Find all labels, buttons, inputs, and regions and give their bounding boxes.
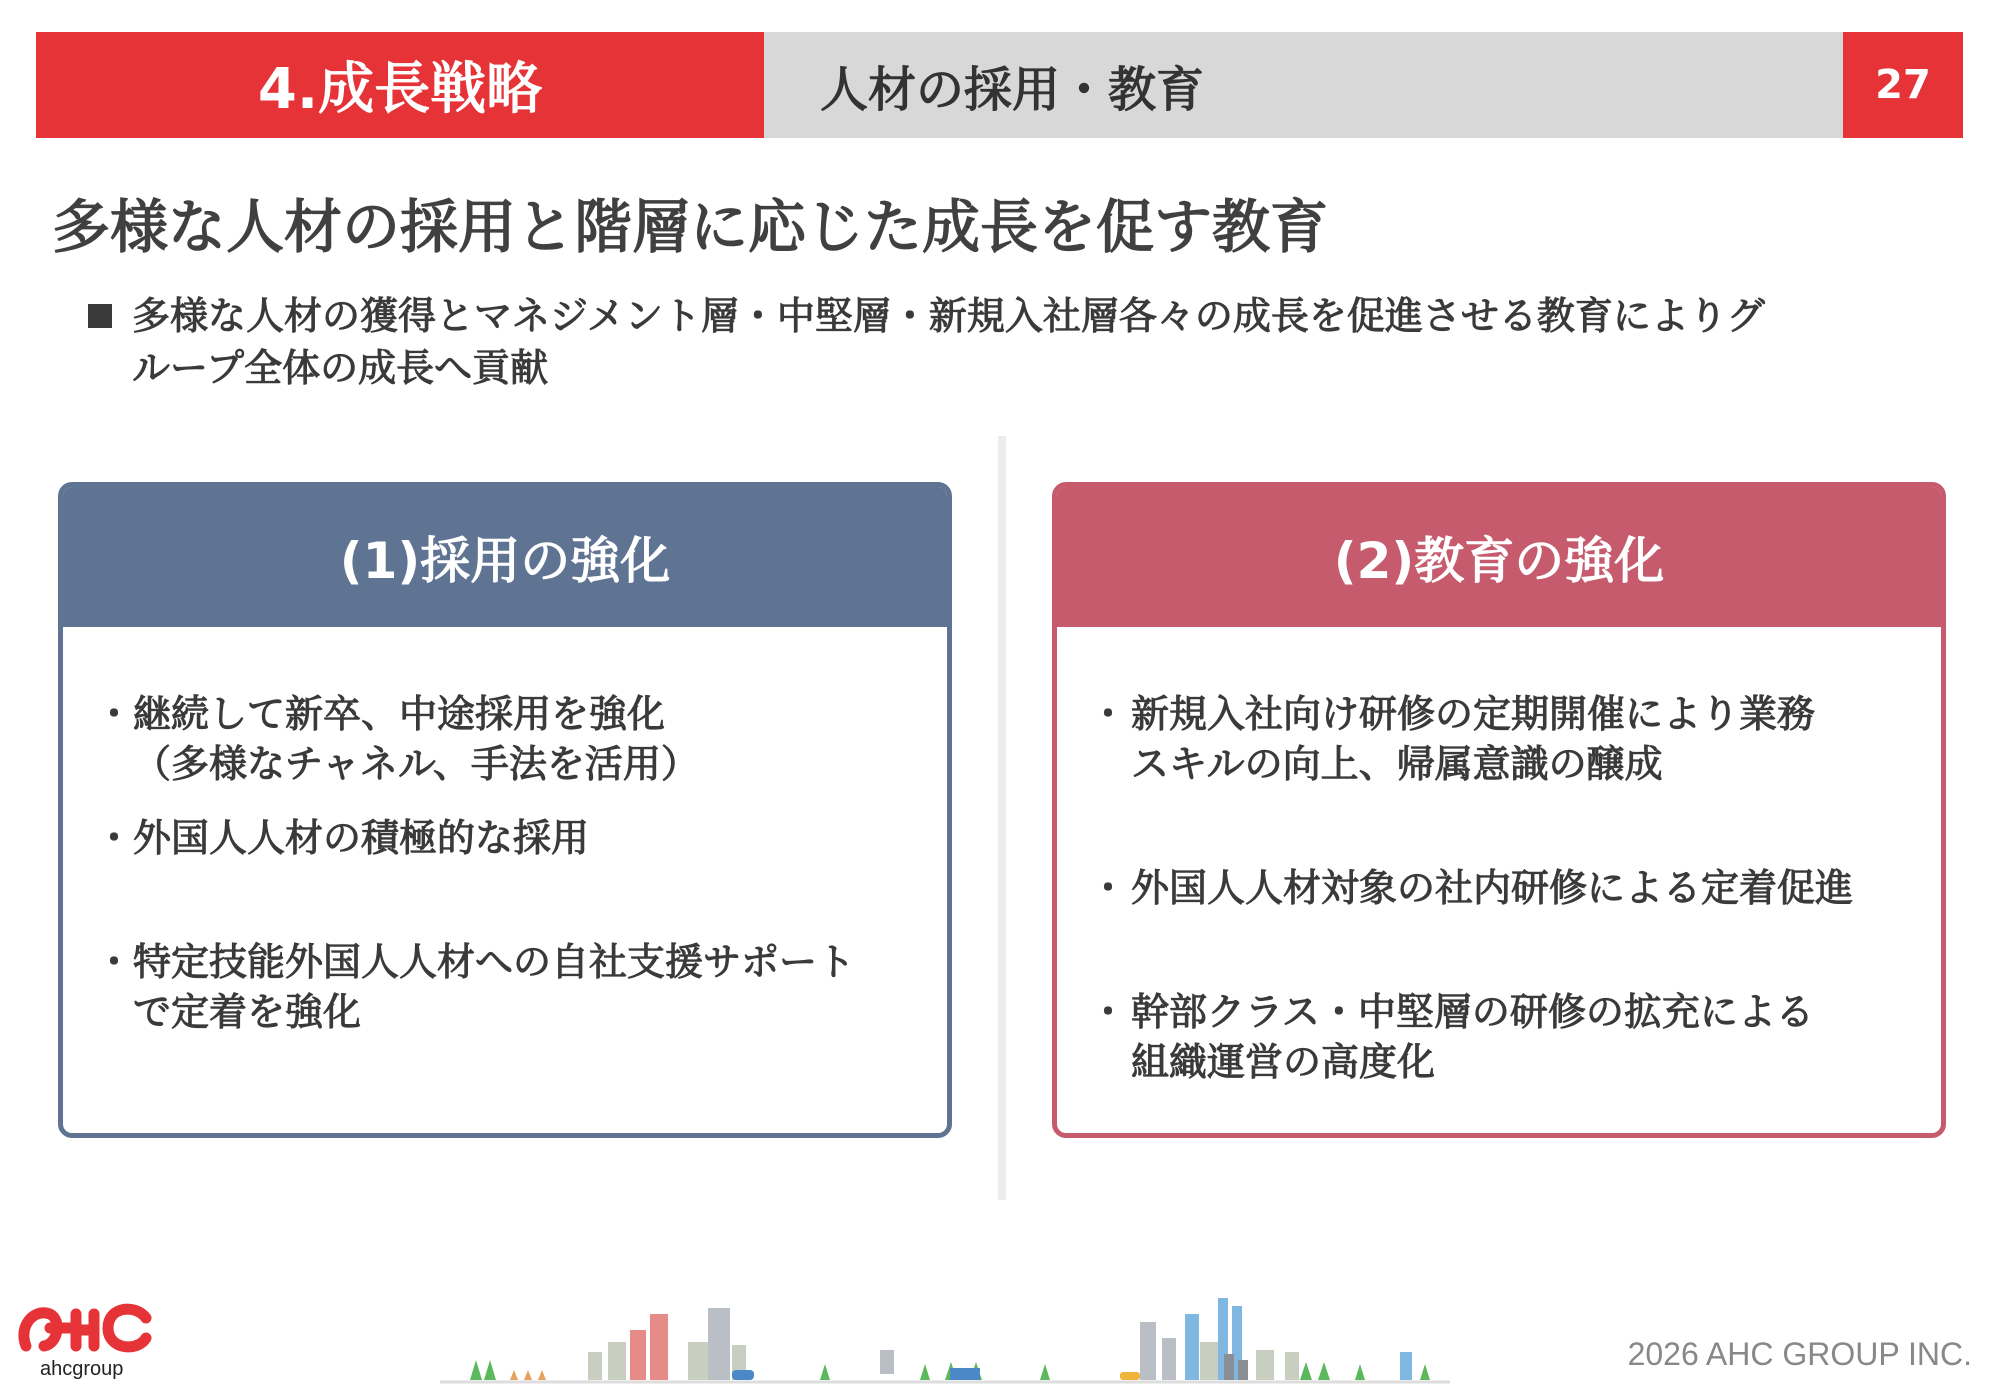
list-item: [1089, 863, 1853, 913]
list-item: [95, 689, 699, 789]
list-item: [95, 937, 855, 1037]
bullet: ・: [95, 940, 134, 984]
square-bullet-icon: [88, 304, 112, 328]
card-title: (1)採用の強化: [63, 487, 947, 627]
ahc-logo-mark-icon: [14, 1296, 154, 1356]
item-line: 外国人人材対象の社内研修による定着促進: [1131, 866, 1854, 910]
education-card: [1052, 482, 1946, 1138]
bullet: ・: [1089, 866, 1128, 910]
list-item: [1089, 987, 1814, 1087]
ahc-logo: [14, 1296, 154, 1378]
recruitment-card: [58, 482, 952, 1138]
list-item: [95, 813, 589, 863]
summary: [88, 290, 1928, 394]
header-title: 人材の採用・教育: [764, 32, 1878, 138]
item-line: で定着を強化: [133, 990, 362, 1034]
item-line: 新規入社向け研修の定期開催により業務: [1131, 692, 1816, 736]
item-line: 幹部クラス・中堅層の研修の拡充による: [1131, 990, 1814, 1034]
item-line: スキルの向上、帰属意識の醸成: [1131, 742, 1663, 786]
copyright: 2026 AHC GROUP INC.: [1627, 1336, 1972, 1372]
item-line: （多様なチャネル、手法を活用）: [133, 742, 699, 786]
bullet: ・: [1089, 692, 1128, 736]
header-bar: [36, 32, 1963, 138]
section-tag: 4.成長戦略: [36, 32, 764, 138]
item-line: 継続して新卒、中途採用を強化: [133, 692, 666, 736]
main-heading: 多様な人材の採用と階層に応じた成長を促す教育: [52, 193, 1329, 261]
item-line: 組織運営の高度化: [1131, 1040, 1436, 1084]
card-title: (2)教育の強化: [1057, 487, 1941, 627]
summary-line: ループ全体の成長へ貢献: [132, 346, 549, 390]
bullet: ・: [95, 816, 134, 860]
cityscape-illustration: [440, 1290, 1450, 1385]
list-item: [1089, 689, 1815, 789]
item-line: 特定技能外国人人材への自社支援サポート: [133, 940, 856, 984]
bullet: ・: [1089, 990, 1128, 1034]
item-line: 外国人人材の積極的な採用: [133, 816, 590, 860]
logo-text: ahcgroup: [40, 1358, 124, 1380]
bullet: ・: [95, 692, 134, 736]
column-divider: [998, 436, 1006, 1200]
page-number: 27: [1843, 32, 1963, 138]
summary-line: 多様な人材の獲得とマネジメント層・中堅層・新規入社層各々の成長を促進させる教育によりグ: [132, 294, 1765, 338]
summary-text: [132, 290, 1765, 394]
